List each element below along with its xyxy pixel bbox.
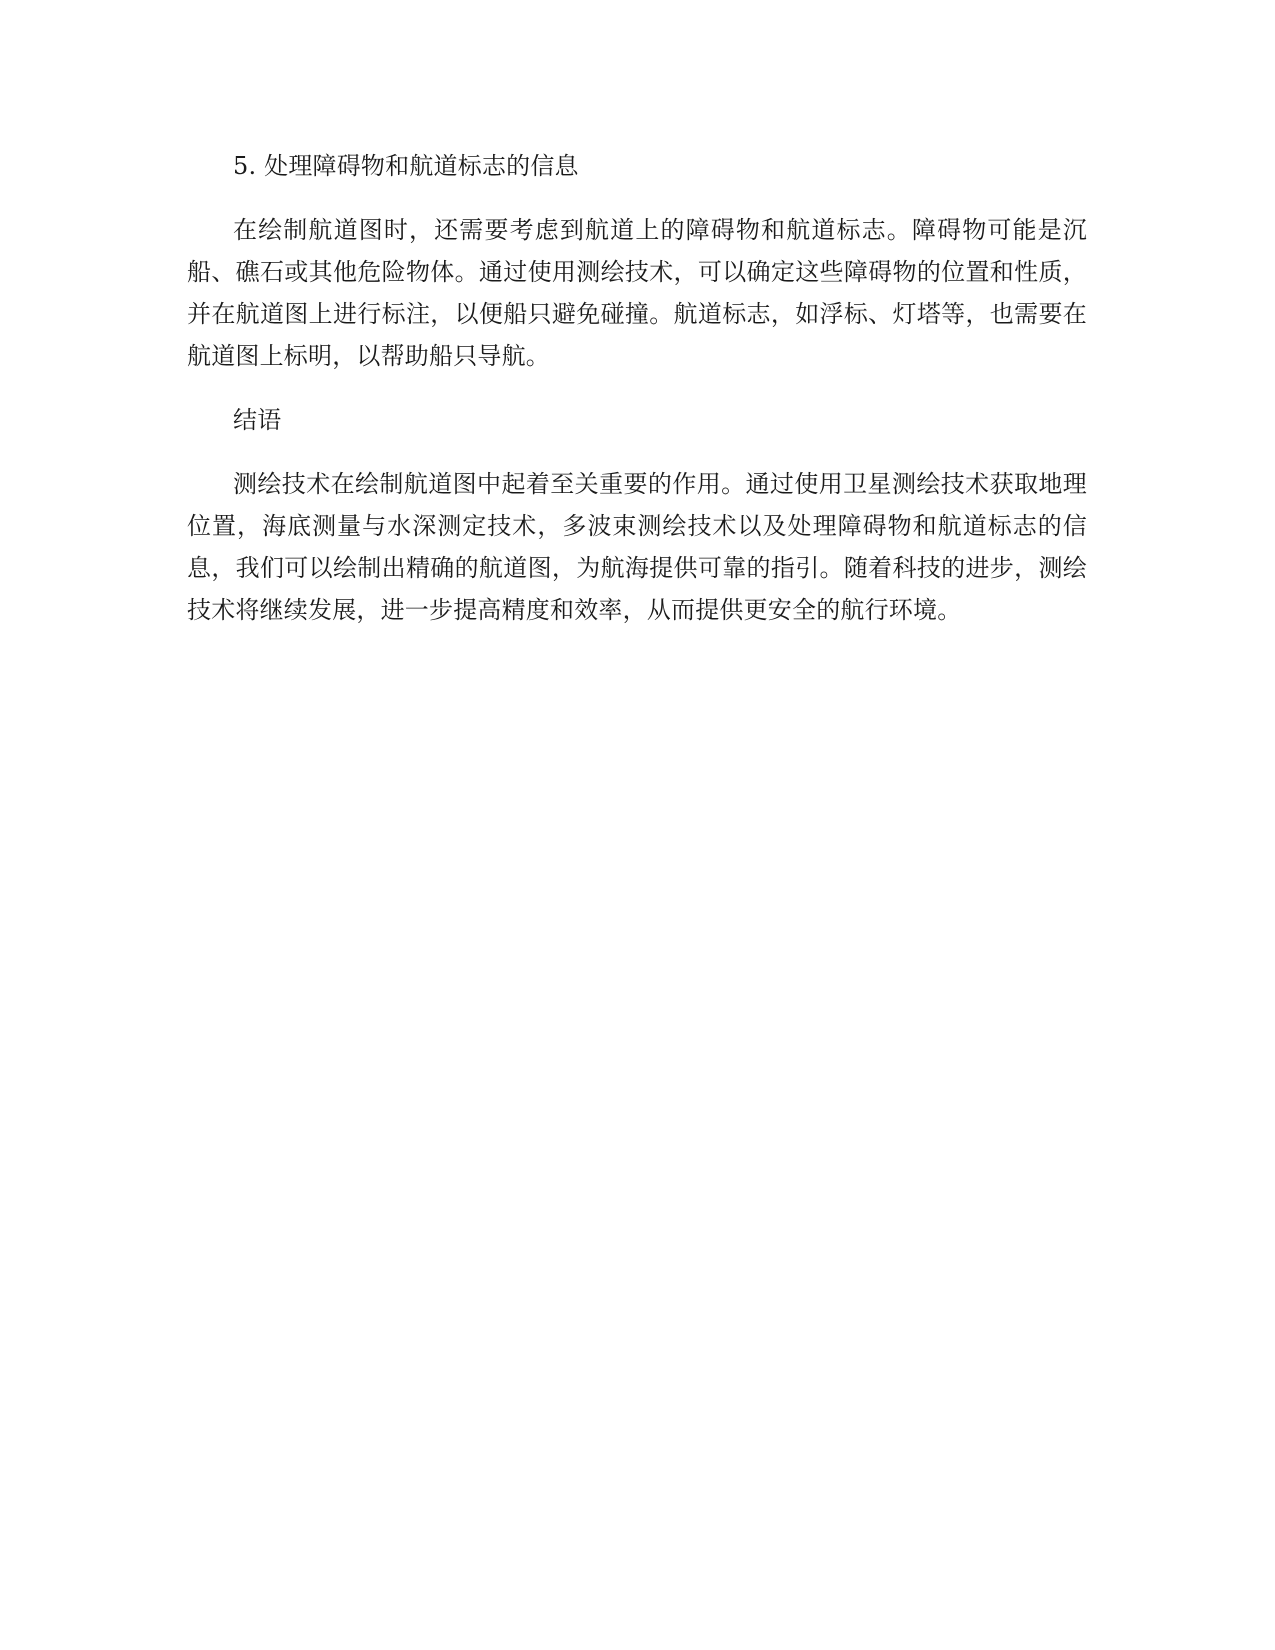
conclusion-heading: 结语 (233, 406, 282, 434)
section-heading: 5. 处理障碍物和航道标志的信息 (233, 152, 579, 180)
conclusion-paragraph: 测绘技术在绘制航道图中起着至关重要的作用。通过使用卫星测绘技术获取地理位置，海底测量与水深测定技术，多波束测绘技术以及处理障碍物和航道标志的信息，我们可以绘制出精确的航道图，为航海提供可靠的指引。随着科技的进步，测绘技术将继续发展，进一步提高精度和效率，从而提供更安全的航行环境。 (187, 470, 1087, 624)
document-body (187, 145, 1087, 653)
section-paragraph: 在绘制航道图时，还需要考虑到航道上的障碍物和航道标志。障碍物可能是沉船、礁石或其他危险物体。通过使用测绘技术，可以确定这些障碍物的位置和性质，并在航道图上进行标注，以便船只避免碰撞。航道标志，如浮标、灯塔等，也需要在航道图上标明，以帮助船只导航。 (187, 216, 1087, 370)
